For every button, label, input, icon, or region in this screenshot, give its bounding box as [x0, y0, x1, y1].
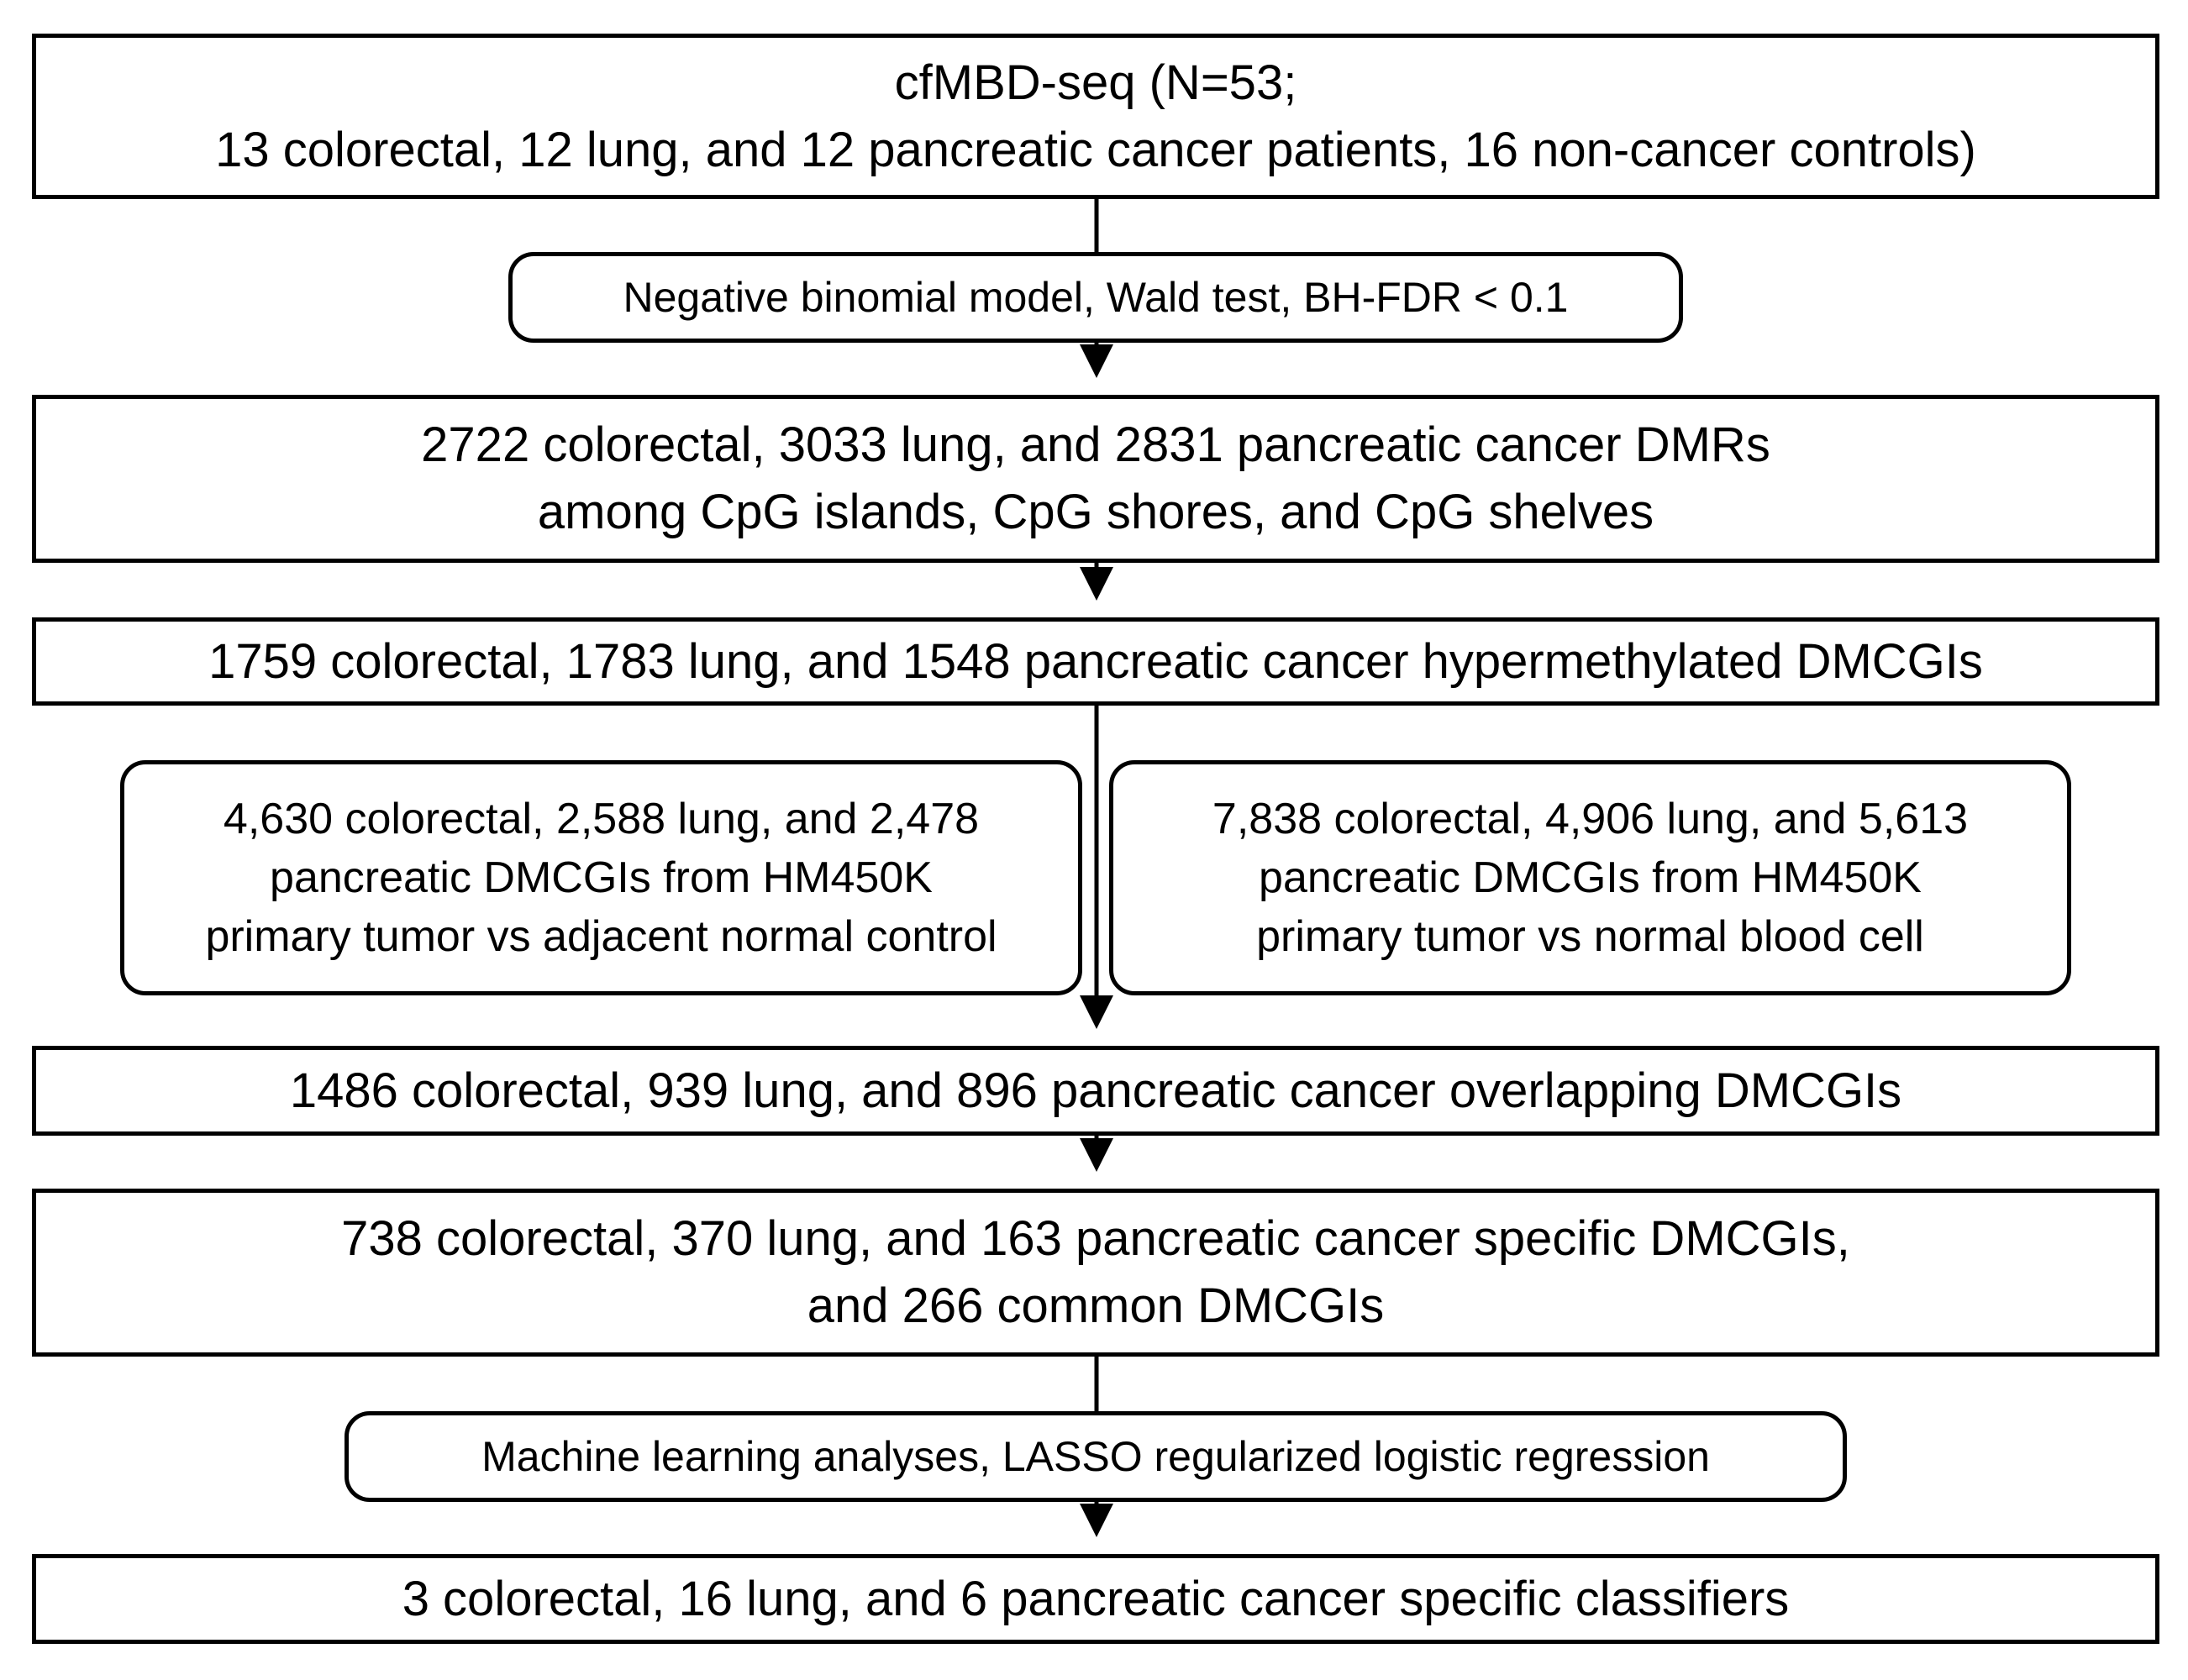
cohort-line-1: cfMBD-seq (N=53; — [894, 55, 1297, 110]
classifiers-box — [32, 1554, 2159, 1644]
hm450k-adjacent-line-2: pancreatic DMCGIs from HM450K — [270, 853, 933, 902]
specific-line-2: and 266 common DMCGIs — [807, 1278, 1385, 1333]
ml-method-line: Machine learning analyses, LASSO regularized logistic regression — [481, 1433, 1710, 1480]
overlapping-line: 1486 colorectal, 939 lung, and 896 pancreatic cancer overlapping DMCGIs — [289, 1063, 1902, 1118]
hm450k-adjacent-normal-box — [120, 760, 1082, 995]
cohort-line-2: 13 colorectal, 12 lung, and 12 pancreatic cancer patients, 16 non-cancer controls) — [215, 122, 1976, 177]
hm450k-blood-line-1: 7,838 colorectal, 4,906 lung, and 5,613 — [1212, 795, 1969, 843]
hm450k-blood-cell-box — [1109, 760, 2071, 995]
dmrs-line-1: 2722 colorectal, 3033 lung, and 2831 pancreatic cancer DMRs — [421, 417, 1770, 472]
hm450k-blood-line-2: pancreatic DMCGIs from HM450K — [1259, 853, 1922, 902]
dmrs-line-2: among CpG islands, CpG shores, and CpG shelves — [537, 485, 1654, 539]
dmrs-box — [32, 395, 2159, 563]
hm450k-adjacent-line-3: primary tumor vs adjacent normal control — [205, 912, 997, 961]
stats-method-box — [508, 252, 1683, 343]
ml-method-box — [345, 1411, 1847, 1502]
classifiers-line: 3 colorectal, 16 lung, and 6 pancreatic cancer specific classifiers — [402, 1571, 1790, 1626]
hm450k-adjacent-line-1: 4,630 colorectal, 2,588 lung, and 2,478 — [223, 795, 980, 843]
stats-method-line: Negative binomial model, Wald test, BH-FDR < 0.1 — [623, 274, 1569, 321]
hm450k-blood-line-3: primary tumor vs normal blood cell — [1256, 912, 1924, 961]
hypermethylated-line: 1759 colorectal, 1783 lung, and 1548 pancreatic cancer hypermethylated DMCGIs — [208, 633, 1983, 689]
hypermethylated-box — [32, 617, 2159, 706]
specific-box — [32, 1189, 2159, 1357]
overlapping-box — [32, 1046, 2159, 1136]
cohort-box — [32, 34, 2159, 199]
specific-line-1: 738 colorectal, 370 lung, and 163 pancreatic cancer specific DMCGIs, — [341, 1211, 1850, 1266]
